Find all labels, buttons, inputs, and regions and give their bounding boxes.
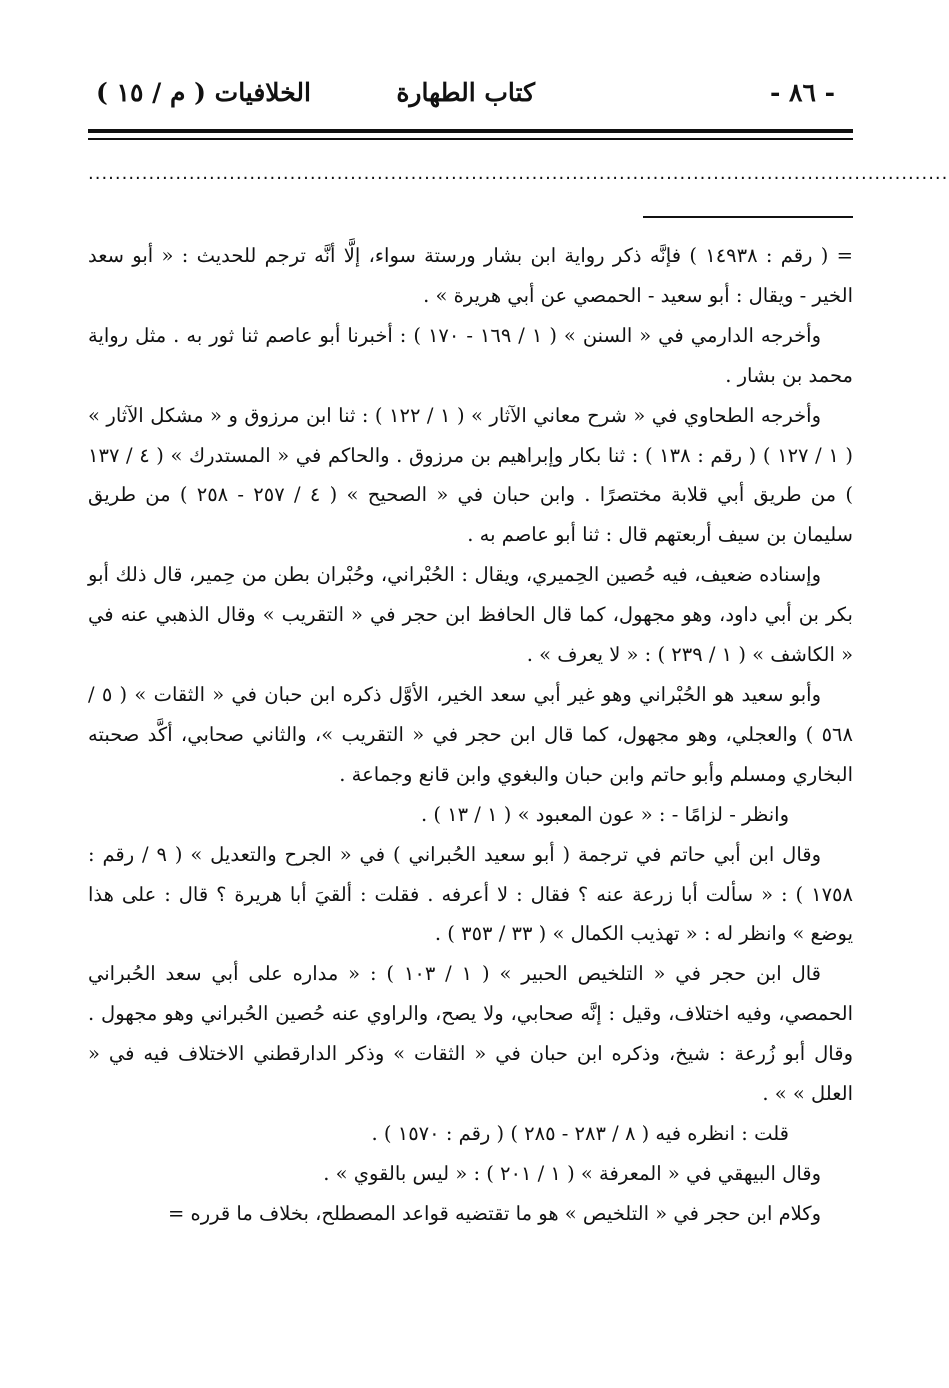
section-title: الخلافيات ( م / ١٥ ) (96, 78, 311, 107)
page-header (88, 72, 853, 118)
paragraph: وقال ابن أبي حاتم في ترجمة ( أبو سعيد الحُبراني ) في « الجرح والتعديل » ( ٩ / رقم : ١٧٥٨ ) : « سألت أبا زرعة عنه ؟ فقال : لا أعرفه . فقلت : ألقيَ أبا هريرة ؟ قال : على هذا يوضع » وانظر له : « تهذيب الكمال » ( ٣٣ / ٣٥٣ ) . (88, 842, 853, 946)
paragraph: وانظر - لزامًا - : « عون المعبود » ( ١ / ١٣ ) . (420, 802, 789, 826)
paragraph: قلت : انظره فيه ( ٨ / ٢٨٣ - ٢٨٥ ) ( رقم : ١٥٧٠ ) . (371, 1121, 789, 1145)
book-title: كتاب الطهارة (396, 78, 535, 107)
footnote-rule (643, 216, 853, 218)
paragraph: وقال البيهقي في « المعرفة » ( ١ / ٢٠١ ) : « ليس بالقوي » . (323, 1161, 821, 1185)
paragraph: وأخرجه الدارمي في « السنن » ( ١ / ١٦٩ - ١٧٠ ) : أخبرنا أبو عاصم ثنا ثور به . مثل رواية محمد بن بشار . (88, 323, 853, 387)
paragraph: وإسناده ضعيف، فيه حُصين الحِميري، ويقال : الحُبْراني، وحُبْران بطن من حِمير، قال ذلك أبو بكر بن أبي داود، وهو مجهول، كما قال الحافظ ابن حجر في « التقريب » وقال الذهبي عنه في « الكاشف » ( ١ / ٢٣٩ ) : « لا يعرف » . (88, 563, 853, 667)
paragraph: = ( رقم : ١٤٩٣٨ ) فإنَّه ذكر رواية ابن بشار ورستة سواء، إلَّا أنَّه ترجم للحديث : « أبو سعد الخير - ويقال : أبو سعيد - الحمصي عن أبي هريرة » . (88, 244, 853, 307)
paragraph: وأخرجه الطحاوي في « شرح معاني الآثار » ( ١ / ١٢٢ ) : ثنا ابن مرزوق و « مشكل الآثار » ( ١ / ١٢٧ ) ( رقم : ١٣٨ ) : ثنا بكار وإبراهيم بن مرزوق . والحاكم في « المستدرك » ( ٤ / ١٣٧ ) من طريق أبي قلابة مختصرًا . وابن حبان في « الصحيح » ( ٤ / ٢٥٧ - ٢٥٨ ) من طريق سليمان بن سيف أربعتهم قال : ثنا أبو عاصم به . (88, 403, 854, 547)
header-rule-thin (88, 138, 853, 140)
paragraph: وأبو سعيد هو الحُبْراني وهو غير أبي سعد الخير، الأوَّل ذكره ابن حبان في « الثقات » ( ٥ / ٥٦٨ ) والعجلي، وهو مجهول، كما قال ابن حجر في « التقريب »، والثاني صحابي، أكَّد صحبته البخاري ومسلم وأبو حاتم وابن حبان والبغوي وابن قانع وجماعة . (88, 682, 853, 786)
header-rule-thick (88, 129, 853, 133)
footnote-text (88, 236, 853, 1316)
paragraph: قال ابن حجر في « التلخيص الحبير » ( ١ / ١٠٣ ) : « مداره على أبي سعد الحُبراني الحمصي، وفيه اختلاف، وقيل : إنَّه صحابي، ولا يصح، والراوي عنه حُصين الحُبراني وهو مجهول . وقال أبو زُرعة : شيخ، وذكره ابن حبان في « الثقات » وذكر الدارقطني الاختلاف فيه في « العلل » » . (88, 962, 853, 1106)
dotted-separator: ................................................................................................................................ (88, 163, 949, 184)
page-number: - ٨٦ - (769, 78, 835, 107)
paragraph: وكلام ابن حجر في « التلخيص » هو ما تقتضيه قواعد المصطلح، بخلاف ما قرره = (167, 1201, 821, 1225)
